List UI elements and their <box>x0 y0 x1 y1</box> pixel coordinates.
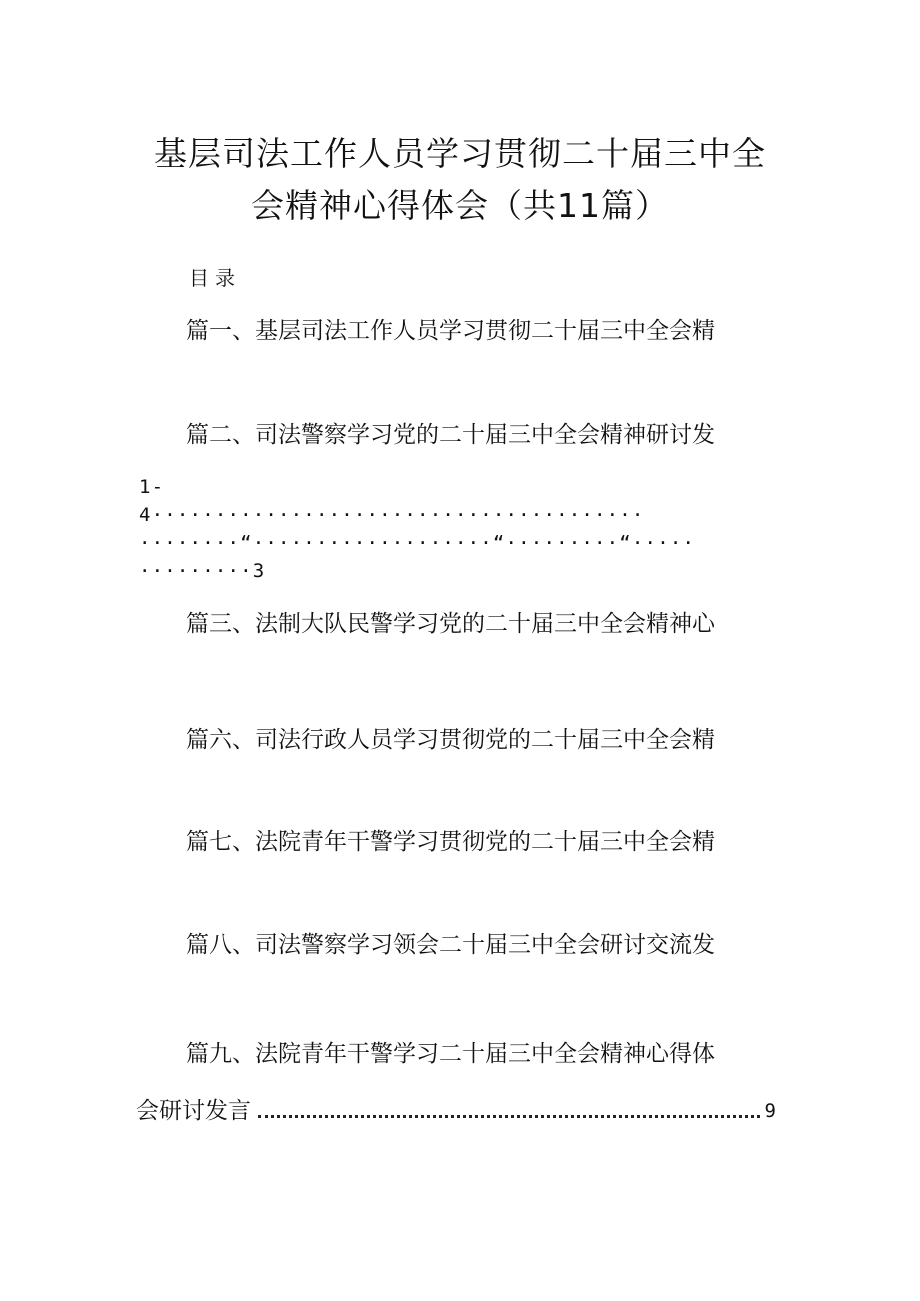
toc-entry-1[interactable]: 篇一、基层司法工作人员学习贯彻二十届三中全会精 <box>186 318 715 344</box>
dot-leader <box>258 1115 760 1118</box>
document-title-line-1: 基层司法工作人员学习贯彻二十届三中全 <box>154 134 766 173</box>
toc-entry-2[interactable]: 篇二、司法警察学习党的二十届三中全会精神研讨发 <box>186 422 715 448</box>
toc-garbled-line-1: 1- <box>139 476 165 498</box>
toc-entry-6[interactable]: 篇八、司法警察学习领会二十届三中全会研讨交流发 <box>186 932 715 958</box>
toc-entry-5[interactable]: 篇七、法院青年干警学习贯彻党的二十届三中全会精 <box>186 829 715 855</box>
toc-entry-4[interactable]: 篇六、司法行政人员学习贯彻党的二十届三中全会精 <box>186 727 715 753</box>
toc-entry-7-continuation[interactable] <box>136 1096 776 1126</box>
toc-entry-7-continuation-text: 会研讨发言 <box>136 1098 251 1124</box>
toc-garbled-line-4: ·········3 <box>139 560 266 582</box>
toc-heading: 目录 <box>189 266 241 290</box>
toc-entry-7[interactable]: 篇九、法院青年干警学习二十届三中全会精神心得体 <box>186 1041 715 1067</box>
toc-entry-3[interactable]: 篇三、法制大队民警学习党的二十届三中全会精神心 <box>186 611 715 637</box>
toc-garbled-line-3: ········“···················“·········“····· <box>139 532 696 554</box>
toc-garbled-line-2: 4······································· <box>139 504 645 526</box>
document-title-line-2: 会精神心得体会（共11篇） <box>251 186 669 225</box>
toc-entry-7-page-number: 9 <box>764 1100 776 1122</box>
